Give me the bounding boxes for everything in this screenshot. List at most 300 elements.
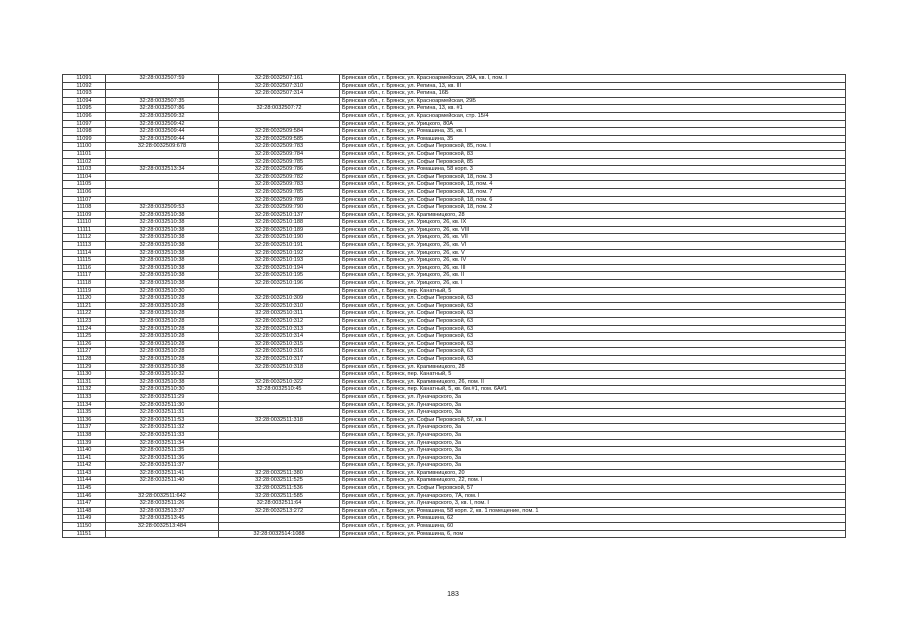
- table-row: [63, 166, 846, 174]
- object-cadastral-number-cell: [219, 515, 340, 523]
- address-cell: Брянская обл., г. Брянск, ул. Ромашина, 58 корп. 3: [340, 166, 846, 174]
- object-cadastral-number-cell: 32:28:0032510:313: [219, 325, 340, 333]
- object-cadastral-number-cell: [219, 112, 340, 120]
- address-cell: Брянская обл., г. Брянск, ул. Софьи Перовской, 57, кв. I: [340, 416, 846, 424]
- cadastral-number-cell: [106, 173, 219, 181]
- row-number-cell: 11103: [63, 166, 106, 174]
- address-cell: Брянская обл., г. Брянск, ул. Ромашина, 60: [340, 523, 846, 531]
- cadastral-number-cell: 32:28:0032509:42: [106, 120, 219, 128]
- object-cadastral-number-cell: 32:28:0032509:783: [219, 181, 340, 189]
- cadastral-number-cell: 32:28:0032511:53: [106, 416, 219, 424]
- table-row: [63, 477, 846, 485]
- row-number-cell: 11144: [63, 477, 106, 485]
- address-cell: Брянская обл., г. Брянск, ул. Красноармейская, стр. 15/4: [340, 112, 846, 120]
- row-number-cell: 11091: [63, 75, 106, 83]
- address-cell: Брянская обл., г. Брянск, ул. Ромашина, 35: [340, 135, 846, 143]
- table-row: [63, 188, 846, 196]
- row-number-cell: 11110: [63, 219, 106, 227]
- address-cell: Брянская обл., г. Брянск, ул. Ромашина, 35, кв. I: [340, 128, 846, 136]
- table-row: [63, 257, 846, 265]
- cadastral-number-cell: 32:28:0032507:59: [106, 75, 219, 83]
- object-cadastral-number-cell: 32:28:0032510:193: [219, 257, 340, 265]
- object-cadastral-number-cell: [219, 120, 340, 128]
- cadastral-number-cell: 32:28:0032510:28: [106, 355, 219, 363]
- table-row: [63, 325, 846, 333]
- object-cadastral-number-cell: 32:28:0032510:312: [219, 318, 340, 326]
- table-row: [63, 348, 846, 356]
- address-cell: Брянская обл., г. Брянск, ул. Софьи Перовской, 63: [340, 333, 846, 341]
- cadastral-number-cell: [106, 82, 219, 90]
- table-row: [63, 128, 846, 136]
- address-cell: Брянская обл., г. Брянск, ул. Репина, 16Б: [340, 90, 846, 98]
- table-row: [63, 500, 846, 508]
- cadastral-number-cell: 32:28:0032513:45: [106, 515, 219, 523]
- address-cell: Брянская обл., г. Брянск, ул. Софьи Перовской, 63: [340, 348, 846, 356]
- object-cadastral-number-cell: 32:28:0032509:782: [219, 173, 340, 181]
- row-number-cell: 11118: [63, 280, 106, 288]
- row-number-cell: 11125: [63, 333, 106, 341]
- table-row: [63, 462, 846, 470]
- cadastral-number-cell: [106, 158, 219, 166]
- row-number-cell: 11126: [63, 340, 106, 348]
- row-number-cell: 11141: [63, 454, 106, 462]
- object-cadastral-number-cell: 32:28:0032510:315: [219, 340, 340, 348]
- object-cadastral-number-cell: 32:28:0032509:785: [219, 158, 340, 166]
- row-number-cell: 11132: [63, 386, 106, 394]
- object-cadastral-number-cell: 32:28:0032513:272: [219, 507, 340, 515]
- table-row: [63, 105, 846, 113]
- cadastral-number-cell: 32:28:0032510:30: [106, 386, 219, 394]
- table-row: [63, 355, 846, 363]
- cadastral-number-cell: 32:28:0032510:38: [106, 242, 219, 250]
- row-number-cell: 11101: [63, 150, 106, 158]
- row-number-cell: 11096: [63, 112, 106, 120]
- row-number-cell: 11136: [63, 416, 106, 424]
- table-row: [63, 272, 846, 280]
- address-cell: Брянская обл., г. Брянск, ул. Урицкого, 26, кв. IX: [340, 219, 846, 227]
- address-cell: Брянская обл., г. Брянск, ул. Ромашина, 62: [340, 515, 846, 523]
- row-number-cell: 11122: [63, 310, 106, 318]
- cadastral-number-cell: 32:28:0032510:28: [106, 325, 219, 333]
- row-number-cell: 11149: [63, 515, 106, 523]
- object-cadastral-number-cell: 32:28:0032510:192: [219, 249, 340, 257]
- table-row: [63, 371, 846, 379]
- address-cell: Брянская обл., г. Брянск, ул. Красноармейская, 29Б: [340, 97, 846, 105]
- page-number: 183: [447, 591, 459, 598]
- address-cell: Брянская обл., г. Брянск, ул. Луначарского, 3а: [340, 431, 846, 439]
- table-row: [63, 333, 846, 341]
- row-number-cell: 11106: [63, 188, 106, 196]
- cadastral-number-cell: 32:28:0032511:32: [106, 424, 219, 432]
- table-row: [63, 492, 846, 500]
- table-row: [63, 401, 846, 409]
- cadastral-number-cell: 32:28:0032511:34: [106, 439, 219, 447]
- object-cadastral-number-cell: 32:28:0032511:380: [219, 469, 340, 477]
- table-row: [63, 82, 846, 90]
- table-row: [63, 310, 846, 318]
- address-cell: Брянская обл., г. Брянск, ул. Урицкого, 26, кв. VI: [340, 242, 846, 250]
- row-number-cell: 11150: [63, 523, 106, 531]
- object-cadastral-number-cell: 32:28:0032509:786: [219, 166, 340, 174]
- table-row: [63, 135, 846, 143]
- object-cadastral-number-cell: [219, 431, 340, 439]
- cadastral-number-cell: [106, 485, 219, 493]
- table-row: [63, 234, 846, 242]
- cadastral-number-cell: 32:28:0032509:44: [106, 135, 219, 143]
- object-cadastral-number-cell: 32:28:0032507:310: [219, 82, 340, 90]
- address-cell: Брянская обл., г. Брянск, ул. Урицкого, 26, кв. VIII: [340, 226, 846, 234]
- table-row: [63, 211, 846, 219]
- row-number-cell: 11140: [63, 447, 106, 455]
- address-cell: Брянская обл., г. Брянск, ул. Софьи Перовской, 63: [340, 325, 846, 333]
- object-cadastral-number-cell: 32:28:0032510:322: [219, 378, 340, 386]
- table-row: [63, 295, 846, 303]
- address-cell: Брянская обл., г. Брянск, ул. Луначарского, 3а: [340, 424, 846, 432]
- cadastral-number-cell: 32:28:0032510:28: [106, 348, 219, 356]
- table-row: [63, 523, 846, 531]
- object-cadastral-number-cell: 32:28:0032507:161: [219, 75, 340, 83]
- address-cell: Брянская обл., г. Брянск, ул. Урицкого, 26, кв. VII: [340, 234, 846, 242]
- object-cadastral-number-cell: 32:28:0032510:318: [219, 363, 340, 371]
- cadastral-number-cell: 32:28:0032511:41: [106, 469, 219, 477]
- cadastral-number-cell: 32:28:0032510:30: [106, 287, 219, 295]
- object-cadastral-number-cell: [219, 97, 340, 105]
- cadastral-number-cell: 32:28:0032510:38: [106, 378, 219, 386]
- table-row: [63, 530, 846, 538]
- object-cadastral-number-cell: [219, 439, 340, 447]
- row-number-cell: 11146: [63, 492, 106, 500]
- cadastral-number-cell: 32:28:0032510:38: [106, 272, 219, 280]
- address-cell: Брянская обл., г. Брянск, ул. Софьи Перовской, 85: [340, 158, 846, 166]
- cadastral-number-cell: 32:28:0032510:32: [106, 371, 219, 379]
- table-row: [63, 97, 846, 105]
- table-row: [63, 424, 846, 432]
- address-cell: Брянская обл., г. Брянск, ул. Софьи Перовской, 18, пом. 7: [340, 188, 846, 196]
- object-cadastral-number-cell: 32:28:0032507:72: [219, 105, 340, 113]
- row-number-cell: 11138: [63, 431, 106, 439]
- address-cell: Брянская обл., г. Брянск, ул. Софьи Перовской, 18, пом. 2: [340, 204, 846, 212]
- row-number-cell: 11147: [63, 500, 106, 508]
- address-cell: Брянская обл., г. Брянск, ул. Луначарского, 3, кв. I, пом. I: [340, 500, 846, 508]
- cadastral-number-cell: 32:28:0032510:38: [106, 234, 219, 242]
- object-cadastral-number-cell: 32:28:0032510:316: [219, 348, 340, 356]
- object-cadastral-number-cell: 32:28:0032511:525: [219, 477, 340, 485]
- object-cadastral-number-cell: [219, 424, 340, 432]
- row-number-cell: 11111: [63, 226, 106, 234]
- address-cell: Брянская обл., г. Брянск, ул. Софьи Перовской, 57: [340, 485, 846, 493]
- address-cell: Брянская обл., г. Брянск, ул. Луначарского, 3а: [340, 447, 846, 455]
- row-number-cell: 11112: [63, 234, 106, 242]
- row-number-cell: 11121: [63, 302, 106, 310]
- address-cell: Брянская обл., г. Брянск, ул. Софьи Перовской, 63: [340, 310, 846, 318]
- cadastral-number-cell: [106, 150, 219, 158]
- object-cadastral-number-cell: 32:28:0032510:188: [219, 219, 340, 227]
- row-number-cell: 11095: [63, 105, 106, 113]
- object-cadastral-number-cell: [219, 401, 340, 409]
- table-row: [63, 287, 846, 295]
- cadastral-number-cell: 32:28:0032511:642: [106, 492, 219, 500]
- address-cell: Брянская обл., г. Брянск, ул. Софьи Перовской, 63: [340, 318, 846, 326]
- row-number-cell: 11116: [63, 264, 106, 272]
- address-cell: Брянская обл., г. Брянск, ул. Луначарского, 3а: [340, 454, 846, 462]
- table-row: [63, 143, 846, 151]
- cadastral-number-cell: 32:28:0032509:53: [106, 204, 219, 212]
- address-cell: Брянская обл., г. Брянск, ул. Софьи Перовской, 18, пом. 3: [340, 173, 846, 181]
- table-row: [63, 226, 846, 234]
- cadastral-number-cell: 32:28:0032510:38: [106, 280, 219, 288]
- property-register-table: [62, 74, 846, 538]
- address-cell: Брянская обл., г. Брянск, ул. Крапивницкого, 22, пом. I: [340, 477, 846, 485]
- address-cell: Брянская обл., г. Брянск, ул. Софьи Перовской, 63: [340, 295, 846, 303]
- object-cadastral-number-cell: 32:28:0032511:318: [219, 416, 340, 424]
- address-cell: Брянская обл., г. Брянск, ул. Урицкого, 80А: [340, 120, 846, 128]
- object-cadastral-number-cell: 32:28:0032510:317: [219, 355, 340, 363]
- cadastral-number-cell: 32:28:0032510:38: [106, 257, 219, 265]
- cadastral-number-cell: 32:28:0032510:28: [106, 333, 219, 341]
- address-cell: Брянская обл., г. Брянск, ул. Луначарского, 3а: [340, 409, 846, 417]
- cadastral-number-cell: 32:28:0032510:28: [106, 302, 219, 310]
- cadastral-number-cell: [106, 196, 219, 204]
- table-row: [63, 454, 846, 462]
- object-cadastral-number-cell: 32:28:0032514:1088: [219, 530, 340, 538]
- object-cadastral-number-cell: 32:28:0032510:309: [219, 295, 340, 303]
- row-number-cell: 11119: [63, 287, 106, 295]
- address-cell: Брянская обл., г. Брянск, ул. Луначарского, 3а: [340, 401, 846, 409]
- row-number-cell: 11137: [63, 424, 106, 432]
- address-cell: Брянская обл., г. Брянск, ул. Красноармейская, 29А, кв. I, пом. I: [340, 75, 846, 83]
- table-row: [63, 249, 846, 257]
- table-row: [63, 431, 846, 439]
- object-cadastral-number-cell: [219, 462, 340, 470]
- table-row: [63, 393, 846, 401]
- row-number-cell: 11117: [63, 272, 106, 280]
- address-cell: Брянская обл., г. Брянск, ул. Луначарского, 3а: [340, 462, 846, 470]
- cadastral-number-cell: 32:28:0032513:34: [106, 166, 219, 174]
- cadastral-number-cell: 32:28:0032509:44: [106, 128, 219, 136]
- row-number-cell: 11133: [63, 393, 106, 401]
- address-cell: Брянская обл., г. Брянск, ул. Луначарского, 3а: [340, 393, 846, 401]
- cadastral-number-cell: 32:28:0032511:31: [106, 409, 219, 417]
- object-cadastral-number-cell: 32:28:0032510:190: [219, 234, 340, 242]
- cadastral-number-cell: 32:28:0032511:26: [106, 500, 219, 508]
- address-cell: Брянская обл., г. Брянск, ул. Софьи Перовской, 63: [340, 355, 846, 363]
- object-cadastral-number-cell: 32:28:0032509:790: [219, 204, 340, 212]
- object-cadastral-number-cell: [219, 409, 340, 417]
- cadastral-number-cell: 32:28:0032513:484: [106, 523, 219, 531]
- object-cadastral-number-cell: 32:28:0032510:191: [219, 242, 340, 250]
- row-number-cell: 11108: [63, 204, 106, 212]
- table-row: [63, 515, 846, 523]
- cadastral-number-cell: 32:28:0032510:28: [106, 310, 219, 318]
- address-cell: Брянская обл., г. Брянск, ул. Софьи Перовской, 63: [340, 340, 846, 348]
- table-body: [63, 75, 846, 538]
- address-cell: Брянская обл., г. Брянск, ул. Урицкого, 26, кв. I: [340, 280, 846, 288]
- table-row: [63, 416, 846, 424]
- row-number-cell: 11134: [63, 401, 106, 409]
- address-cell: Брянская обл., г. Брянск, ул. Луначарского, 3а: [340, 439, 846, 447]
- table-row: [63, 150, 846, 158]
- cadastral-number-cell: [106, 188, 219, 196]
- cadastral-number-cell: 32:28:0032510:38: [106, 211, 219, 219]
- cadastral-number-cell: 32:28:0032510:38: [106, 249, 219, 257]
- row-number-cell: 11100: [63, 143, 106, 151]
- row-number-cell: 11123: [63, 318, 106, 326]
- object-cadastral-number-cell: 32:28:0032511:536: [219, 485, 340, 493]
- object-cadastral-number-cell: 32:28:0032510:311: [219, 310, 340, 318]
- row-number-cell: 11120: [63, 295, 106, 303]
- object-cadastral-number-cell: [219, 447, 340, 455]
- object-cadastral-number-cell: 32:28:0032509:585: [219, 135, 340, 143]
- table-row: [63, 219, 846, 227]
- cadastral-number-cell: [106, 530, 219, 538]
- object-cadastral-number-cell: [219, 523, 340, 531]
- object-cadastral-number-cell: 32:28:0032511:64: [219, 500, 340, 508]
- row-number-cell: 11105: [63, 181, 106, 189]
- row-number-cell: 11145: [63, 485, 106, 493]
- table-row: [63, 485, 846, 493]
- row-number-cell: 11092: [63, 82, 106, 90]
- row-number-cell: 11142: [63, 462, 106, 470]
- row-number-cell: 11107: [63, 196, 106, 204]
- address-cell: Брянская обл., г. Брянск, ул. Софьи Перовской, 18, пом. 4: [340, 181, 846, 189]
- address-cell: Брянская обл., г. Брянск, ул. Ромашина, 6, пом: [340, 530, 846, 538]
- table-row: [63, 302, 846, 310]
- object-cadastral-number-cell: 32:28:0032509:584: [219, 128, 340, 136]
- table-row: [63, 90, 846, 98]
- table-row: [63, 242, 846, 250]
- address-cell: Брянская обл., г. Брянск, ул. Софьи Перовской, 63: [340, 302, 846, 310]
- row-number-cell: 11115: [63, 257, 106, 265]
- object-cadastral-number-cell: 32:28:0032511:585: [219, 492, 340, 500]
- table-row: [63, 363, 846, 371]
- row-number-cell: 11139: [63, 439, 106, 447]
- address-cell: Брянская обл., г. Брянск, пер. Канатный, 5: [340, 287, 846, 295]
- row-number-cell: 11094: [63, 97, 106, 105]
- row-number-cell: 11113: [63, 242, 106, 250]
- row-number-cell: 11128: [63, 355, 106, 363]
- row-number-cell: 11143: [63, 469, 106, 477]
- address-cell: Брянская обл., г. Брянск, ул. Софьи Перовской, 83: [340, 150, 846, 158]
- table-row: [63, 409, 846, 417]
- cadastral-number-cell: 32:28:0032511:37: [106, 462, 219, 470]
- row-number-cell: 11104: [63, 173, 106, 181]
- cadastral-number-cell: 32:28:0032509:678: [106, 143, 219, 151]
- object-cadastral-number-cell: 32:28:0032510:45: [219, 386, 340, 394]
- row-number-cell: 11129: [63, 363, 106, 371]
- table-row: [63, 469, 846, 477]
- object-cadastral-number-cell: 32:28:0032510:194: [219, 264, 340, 272]
- cadastral-number-cell: 32:28:0032510:38: [106, 219, 219, 227]
- address-cell: Брянская обл., г. Брянск, ул. Луначарского, 7А, пом. I: [340, 492, 846, 500]
- table-row: [63, 173, 846, 181]
- row-number-cell: 11097: [63, 120, 106, 128]
- address-cell: Брянская обл., г. Брянск, ул. Софьи Перовской, 18, пом. 6: [340, 196, 846, 204]
- cadastral-number-cell: 32:28:0032511:40: [106, 477, 219, 485]
- row-number-cell: 11114: [63, 249, 106, 257]
- object-cadastral-number-cell: 32:28:0032510:189: [219, 226, 340, 234]
- table-row: [63, 507, 846, 515]
- row-number-cell: 11130: [63, 371, 106, 379]
- table-row: [63, 196, 846, 204]
- address-cell: Брянская обл., г. Брянск, пер. Канатный, 5: [340, 371, 846, 379]
- object-cadastral-number-cell: 32:28:0032510:196: [219, 280, 340, 288]
- row-number-cell: 11099: [63, 135, 106, 143]
- cadastral-number-cell: [106, 181, 219, 189]
- cadastral-number-cell: 32:28:0032513:37: [106, 507, 219, 515]
- row-number-cell: 11093: [63, 90, 106, 98]
- table-row: [63, 264, 846, 272]
- row-number-cell: 11151: [63, 530, 106, 538]
- object-cadastral-number-cell: 32:28:0032510:314: [219, 333, 340, 341]
- table-row: [63, 439, 846, 447]
- row-number-cell: 11148: [63, 507, 106, 515]
- cadastral-number-cell: 32:28:0032510:38: [106, 264, 219, 272]
- cadastral-number-cell: 32:28:0032510:28: [106, 340, 219, 348]
- address-cell: Брянская обл., г. Брянск, ул. Репина, 13, кв. III: [340, 82, 846, 90]
- row-number-cell: 11098: [63, 128, 106, 136]
- cadastral-number-cell: 32:28:0032510:38: [106, 226, 219, 234]
- row-number-cell: 11109: [63, 211, 106, 219]
- address-cell: Брянская обл., г. Брянск, ул. Крапивницкого, 28: [340, 211, 846, 219]
- table-row: [63, 386, 846, 394]
- address-cell: Брянская обл., г. Брянск, ул. Крапивницкого, 28: [340, 363, 846, 371]
- object-cadastral-number-cell: [219, 393, 340, 401]
- table-row: [63, 158, 846, 166]
- address-cell: Брянская обл., г. Брянск, ул. Урицкого, 26, кв. II: [340, 272, 846, 280]
- object-cadastral-number-cell: 32:28:0032510:137: [219, 211, 340, 219]
- table-row: [63, 280, 846, 288]
- object-cadastral-number-cell: 32:28:0032507:314: [219, 90, 340, 98]
- table-row: [63, 120, 846, 128]
- table-row: [63, 318, 846, 326]
- row-number-cell: 11102: [63, 158, 106, 166]
- address-cell: Брянская обл., г. Брянск, ул. Урицкого, 26, кв. III: [340, 264, 846, 272]
- table-row: [63, 378, 846, 386]
- row-number-cell: 11124: [63, 325, 106, 333]
- object-cadastral-number-cell: 32:28:0032509:783: [219, 143, 340, 151]
- address-cell: Брянская обл., г. Брянск, ул. Крапивницкого, 26, пом. II: [340, 378, 846, 386]
- row-number-cell: 11131: [63, 378, 106, 386]
- object-cadastral-number-cell: [219, 454, 340, 462]
- address-cell: Брянская обл., г. Брянск, ул. Ромашина, 58 корп. 2, кв. 1 помещение, пом. 1: [340, 507, 846, 515]
- table-row: [63, 340, 846, 348]
- cadastral-number-cell: 32:28:0032507:35: [106, 97, 219, 105]
- object-cadastral-number-cell: [219, 371, 340, 379]
- address-cell: Брянская обл., г. Брянск, ул. Софьи Перовской, 85, пом. I: [340, 143, 846, 151]
- address-cell: Брянская обл., г. Брянск, ул. Урицкого, 26, кв. IV: [340, 257, 846, 265]
- cadastral-number-cell: 32:28:0032511:35: [106, 447, 219, 455]
- object-cadastral-number-cell: 32:28:0032509:789: [219, 196, 340, 204]
- cadastral-number-cell: 32:28:0032511:33: [106, 431, 219, 439]
- object-cadastral-number-cell: 32:28:0032510:310: [219, 302, 340, 310]
- cadastral-number-cell: 32:28:0032511:36: [106, 454, 219, 462]
- address-cell: Брянская обл., г. Брянск, ул. Репина, 13, кв. #1: [340, 105, 846, 113]
- cadastral-number-cell: 32:28:0032511:30: [106, 401, 219, 409]
- cadastral-number-cell: 32:28:0032510:38: [106, 363, 219, 371]
- address-cell: Брянская обл., г. Брянск, ул. Крапивницкого, 20: [340, 469, 846, 477]
- table-row: [63, 447, 846, 455]
- table-row: [63, 75, 846, 83]
- cadastral-number-cell: 32:28:0032510:28: [106, 318, 219, 326]
- address-cell: Брянская обл., г. Брянск, ул. Урицкого, 26, кв. V: [340, 249, 846, 257]
- row-number-cell: 11135: [63, 409, 106, 417]
- object-cadastral-number-cell: [219, 287, 340, 295]
- object-cadastral-number-cell: 32:28:0032509:785: [219, 188, 340, 196]
- cadastral-number-cell: 32:28:0032509:32: [106, 112, 219, 120]
- table-row: [63, 181, 846, 189]
- object-cadastral-number-cell: 32:28:0032509:784: [219, 150, 340, 158]
- object-cadastral-number-cell: 32:28:0032510:195: [219, 272, 340, 280]
